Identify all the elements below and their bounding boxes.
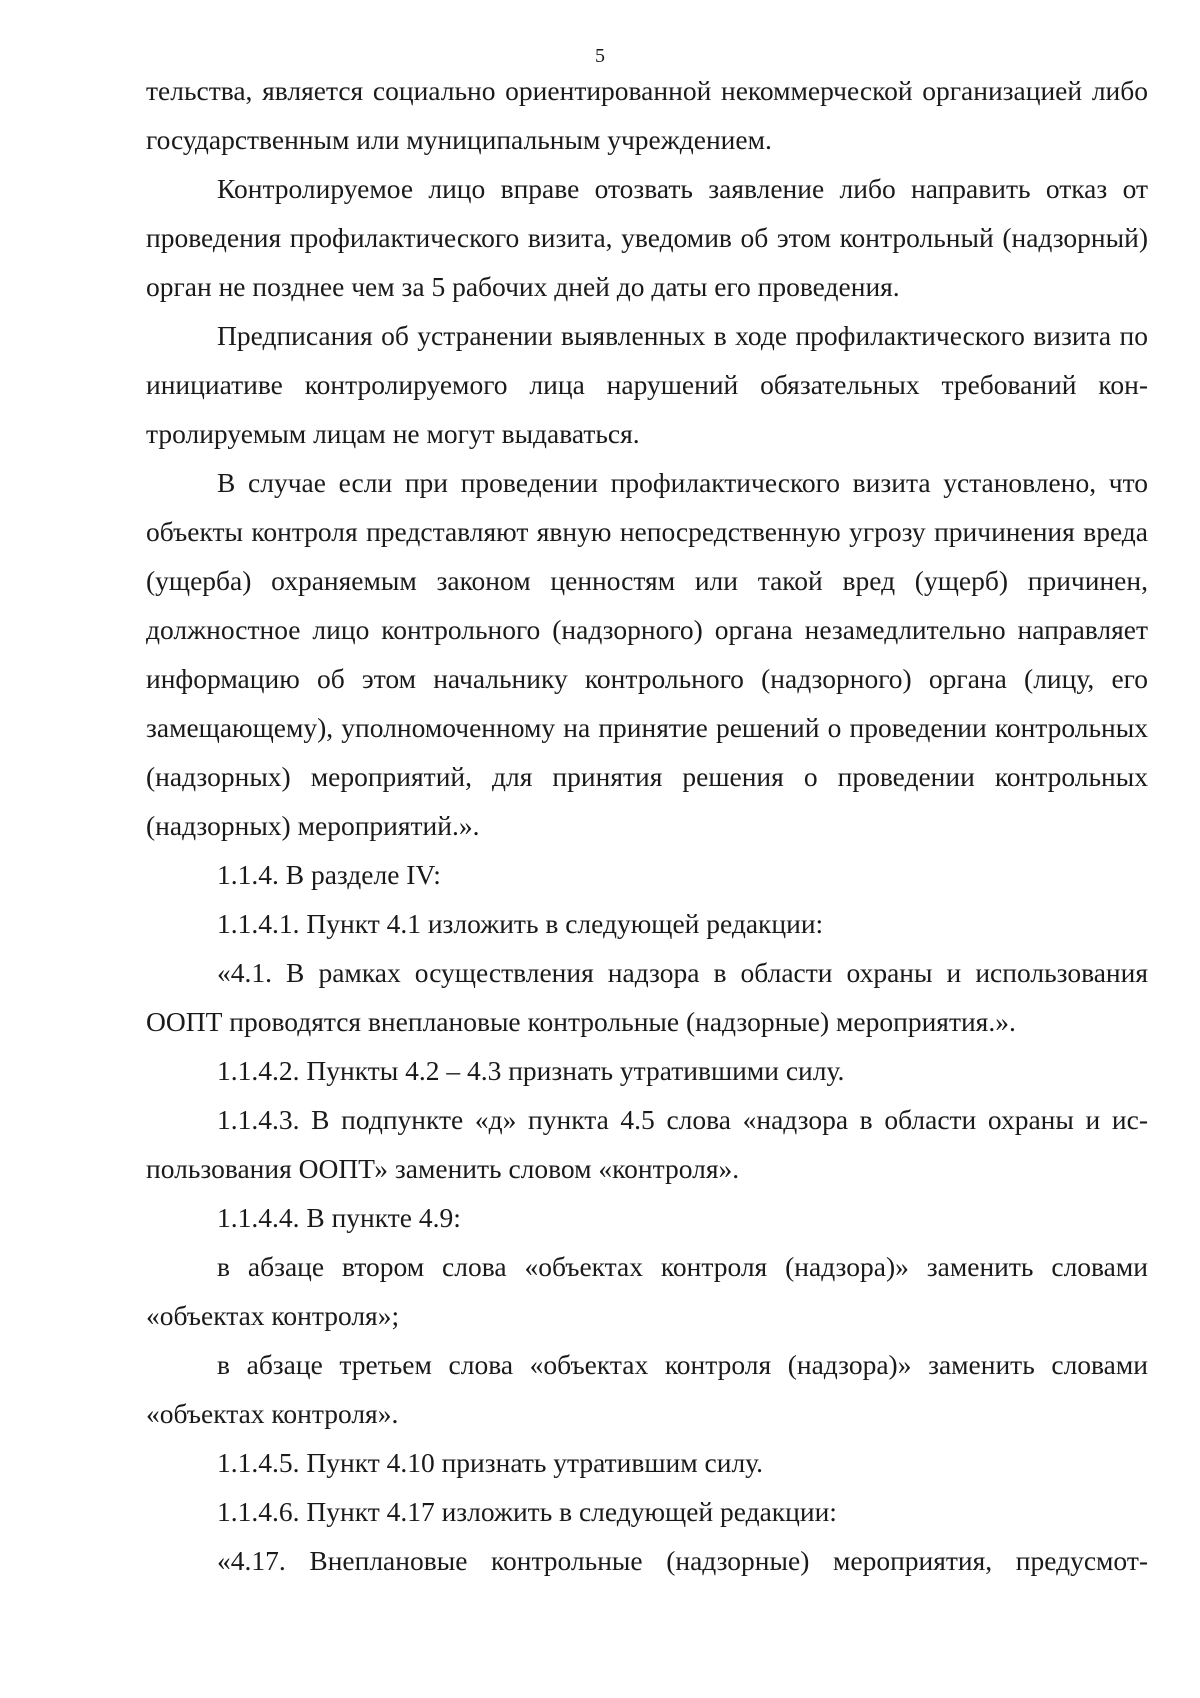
paragraph-threat-case: В случае если при проведении профилактического визита установлено, что объекты контроля представляют явную непосредственную угрозу причинения вреда (ущерба) охраняемым законом ценностям или такой вред (ущерб) причинен, должностное лицо контрольного (надзорного) органа незамедлительно направляет информацию об этом начальнику контрольного (надзорного) органа (лицу, его замещающему), уполномоченному на принятие решений о проведении контрольных (надзорных) мероприятий, для принятия решения о проведении контрольных (надзорных) мероприятий.». [146,467,1148,841]
clause-1-1-4-1: 1.1.4.1. Пункт 4.1 изложить в следующей редакции: [217,908,824,939]
clause-1-1-4-5: 1.1.4.5. Пункт 4.10 признать утратившим силу. [217,1447,764,1478]
paragraph-second-abzac: в абзаце втором слова «объектах контроля (надзора)» заменить словами «объектах контроля»; [146,1251,1148,1331]
page-number: 5 [595,45,605,67]
paragraph-continuation: тельства, является социально ориентированной некоммерческой организацией либо государственным или муниципальным учреждением. [146,75,1148,155]
clause-1-1-4-6: 1.1.4.6. Пункт 4.17 изложить в следующей редакции: [217,1496,837,1527]
quoted-point-4-1: «4.1. В рамках осуществления надзора в области охраны и использования ООПТ проводятся внеплановые контрольные (надзорные) мероприятия.». [146,957,1148,1037]
clause-1-1-4-2: 1.1.4.2. Пункты 4.2 – 4.3 признать утратившими силу. [217,1055,845,1086]
clause-1-1-4-4: 1.1.4.4. В пункте 4.9: [217,1202,461,1233]
clause-1-1-4: 1.1.4. В разделе IV: [217,859,441,890]
paragraph-withdraw-application: Контролируемое лицо вправе отозвать заявление либо направить отказ от проведения профилактического визита, уведомив об этом контрольный (надзорный) орган не позднее чем за 5 рабочих дней до даты его проведения. [146,173,1148,302]
paragraph-third-abzac: в абзаце третьем слова «объектах контроля (надзора)» заменить словами «объектах контроля». [146,1349,1148,1429]
quoted-point-4-17: «4.17. Внеплановые контрольные (надзорные) мероприятия, предусмот- [217,1545,1148,1576]
document-body [146,66,1148,1585]
clause-1-1-4-3: 1.1.4.3. В подпункте «д» пункта 4.5 слова «надзора в области охраны и использования ООПТ» заменить словом «контроля». [146,1104,1148,1184]
paragraph-prescriptions: Предписания об устранении выявленных в ходе профилактического визита по инициативе контролируемого лица нарушений обязательных требований контролируемым лицам не могут выдаваться. [146,320,1148,449]
